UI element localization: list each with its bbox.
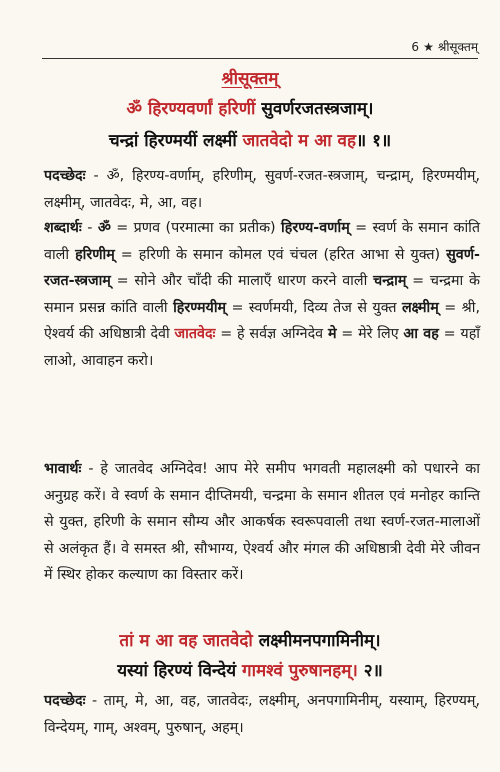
verse2-number: २॥ (357, 661, 383, 681)
verse2-line2 (0, 658, 500, 681)
shabdartha-term: सुवर्ण-रजत-स्त्रजाम् (44, 246, 480, 290)
verse2-line1 (0, 628, 500, 651)
shabdartha-term: जातवेदः (174, 326, 216, 343)
star-icon: ★ (423, 39, 434, 54)
shabdartha-seg: = सोने और चाँदी की मालाएँ धारण करने वाली (110, 273, 374, 290)
header-title: श्रीसूक्तम् (437, 40, 478, 54)
shabdartha-seg: = हरिणी के समान कोमल एवं चंचल (हरित आभा से युक्त) (114, 246, 447, 263)
shabdartha-term: हरिणीम् (75, 246, 115, 263)
verse1-line1-part-a: ॐ हिरण्यवर्णां हरिणीं (126, 99, 262, 119)
shabdartha-seg: - (81, 220, 98, 236)
shabdartha-seg: = प्रणव (परमात्मा का प्रतीक) (110, 220, 282, 236)
bhavartha (44, 456, 480, 589)
shabdartha-term: चन्द्राम् (373, 273, 407, 290)
shabdartha-seg: = श्री, ऐश्वर्य की अधिष्ठात्री देवी (44, 299, 480, 343)
shabdartha-term: ॐ (97, 220, 111, 236)
verse2-line2-part-a: यस्यां हिरण्यं विन्देयं (117, 661, 242, 681)
padaccheda-1 (44, 163, 480, 216)
padaccheda-2-label: पदच्छेदः (44, 693, 86, 709)
shabdartha-term: आ वह (403, 326, 439, 343)
section-title: श्रीसूक्तम् (221, 69, 279, 89)
page-number: 6 (411, 39, 420, 54)
padaccheda-2-text: - ताम्, मे, आ, वह, जातवेदः, लक्ष्मीम्, अनपगामिनीम्, यस्याम्, हिरण्यम्, विन्देयम्, गाम्, अश्वम्, पुरुषान्, अहम्। (44, 693, 480, 736)
shabdartha-term: लक्ष्मीम् (401, 299, 439, 316)
verse2-line1-part-b: लक्ष्मीमनपगामिनीम्। (258, 631, 381, 651)
verse2-line2-part-b: गामश्वं पुरुषानहम्। (242, 661, 358, 681)
bhavartha-label: भावार्थः (44, 461, 82, 477)
shabdartha-seg: = मेरे लिए (336, 326, 404, 343)
verse1-line1 (0, 96, 500, 119)
shabdartha-term: हिरण्य-वर्णाम् (281, 220, 350, 236)
bhavartha-text: - हे जातवेद अग्निदेव! आप मेरे समीप भगवती महालक्ष्मी को पधारने का अनुग्रह करें। वे स्वर्ण के समान दीप्तिमयी, चन्द्रमा के समान शीतल एवं मनोहर कान्ति से युक्त, हरिणी के समान सौम्य और आकर्षक स्वरूपवाली तथा स्वर्ण-रजत-मालाओं से अलंकृत हैं। वे समस्त श्री, सौभाग्य, ऐश्वर्य और मंगल की अधिष्ठात्री देवी मेरे जीवन में स्थिर होकर कल्याण का विस्तार करें। (44, 461, 480, 584)
shabdartha-seg: = यहाँ लाओ, आवाहन करो। (44, 326, 481, 369)
shabdartha-seg: = स्वर्णमयी, दिव्य तेज से युक्त (226, 299, 402, 316)
shabdartha-label: शब्दार्थः (44, 220, 82, 236)
shabdartha-term: हिरण्मयीम् (173, 299, 227, 316)
verse1-line2-part-b: जातवेदो म आ वह (242, 131, 357, 151)
shabdartha-seg: = चन्द्रमा के समान प्रसन्न कांति वाली (44, 273, 480, 316)
verse1-line2-part-a: चन्द्रां हिरण्मयीं लक्ष्मीं (108, 131, 243, 151)
padaccheda-1-label: पदच्छेदः (44, 168, 86, 184)
shabdartha (44, 215, 480, 375)
verse1-line1-part-b: सुवर्णरजतस्त्रजाम्। (261, 99, 374, 119)
padaccheda-2 (44, 688, 480, 741)
shabdartha-seg: = हे सर्वज्ञ अग्निदेव (215, 326, 328, 343)
padaccheda-1-text: - ॐ, हिरण्य-वर्णाम्, हरिणीम्, सुवर्ण-रजत-स्त्रजाम्, चन्द्राम्, हिरण्मयीम्, लक्ष्मीम्, जातवेदः, मे, आ, वह। (44, 168, 480, 211)
shabdartha-seg: = स्वर्ण के समान कांति वाली (44, 220, 481, 263)
verse2-line1-part-a: तां म आ वह जातवेदो (119, 631, 259, 651)
verse1-line2 (0, 128, 500, 151)
running-header (411, 38, 478, 55)
shabdartha-term: मे (327, 326, 337, 343)
verse1-number: ॥ १॥ (356, 131, 392, 151)
header-rule (42, 58, 478, 59)
